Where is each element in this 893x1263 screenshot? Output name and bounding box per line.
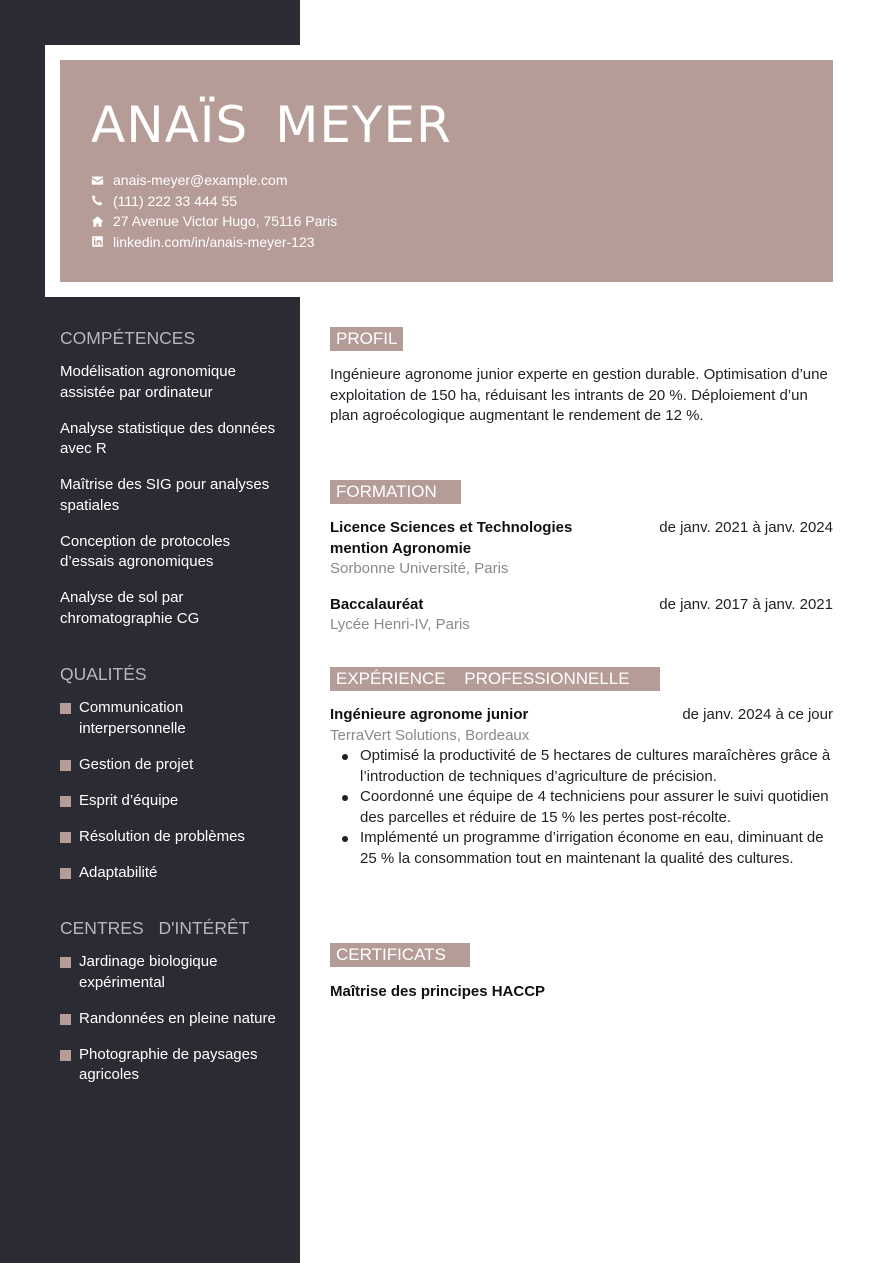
skill-item: Conception de protocoles d’essais agronomiques [60, 532, 231, 570]
envelope-icon [90, 173, 104, 187]
skills-title: COMPÉTENCES [60, 328, 196, 348]
experience-title: EXPÉRIENCE PROFESSIONNELLE [330, 667, 660, 691]
profile-title: PROFIL [330, 327, 403, 351]
education-date: de janv. 2021 à janv. 2024 [659, 519, 833, 536]
contact-list [90, 170, 337, 252]
education-date: de janv. 2017 à janv. 2021 [659, 595, 833, 613]
profile-text: Ingénieure agronome junior experte en gestion durable. Optimisation d’une exploitation de 150 ha, réduisant les intrants de 20 %. Déploiement d’un plan agroécologique augmentant le rendement de 12 %. [330, 366, 828, 424]
skill-item: Maîtrise des SIG pour analyses spatiales [60, 476, 270, 514]
education-title: FORMATION [330, 480, 461, 504]
contact-linkedin-text: linkedin.com/in/anais-meyer-123 [113, 233, 315, 250]
square-bullet-icon [60, 1050, 71, 1061]
job-bullet: Coordonné une équipe de 4 techniciens pour assurer le suivi quotidien des parcelles et réduire de 15 % les pertes post-récolte. [360, 787, 833, 828]
contact-email-text: anais-meyer@example.com [113, 172, 288, 189]
header [60, 60, 833, 282]
job-bullet: Optimisé la productivité de 5 hectares de cultures maraîchères grâce à l’introduction de techniques d’agriculture de précision. [360, 746, 833, 787]
interest-item: Randonnées en pleine nature [60, 1009, 285, 1030]
interest-item: Photographie de paysages agricoles [60, 1045, 285, 1086]
education-degree: Licence Sciences et Technologies mention Agronomie [330, 519, 573, 557]
skill-item: Modélisation agronomique assistée par ordinateur [60, 363, 236, 401]
education-degree: Baccalauréat [330, 595, 424, 613]
job-company: TerraVert Solutions, Bordeaux [330, 726, 530, 744]
quality-item: Gestion de projet [60, 755, 285, 776]
candidate-name: ANAÏS MEYER [91, 96, 452, 154]
qualities-title: QUALITÉS [60, 664, 147, 684]
square-bullet-icon [60, 1014, 71, 1025]
phone-icon [90, 194, 104, 208]
contact-address [90, 211, 337, 232]
certificate-item: Maîtrise des principes HACCP [330, 983, 546, 1000]
certificates-title: CERTIFICATS [330, 943, 470, 967]
square-bullet-icon [60, 957, 71, 968]
contact-phone[interactable] [90, 191, 337, 212]
job-bullets [360, 746, 833, 869]
square-bullet-icon [60, 796, 71, 807]
linkedin-icon [90, 235, 104, 249]
education-entry [330, 595, 833, 636]
education-section [330, 480, 833, 636]
quality-item: Communication interpersonnelle [60, 698, 285, 739]
job-bullet: Implémenté un programme d’irrigation économe en eau, diminuant de 25 % la consommation tout en maintenant la qualité des cultures. [360, 828, 833, 869]
education-school: Lycée Henri-IV, Paris [330, 616, 470, 633]
square-bullet-icon [60, 760, 71, 771]
square-bullet-icon [60, 868, 71, 879]
skill-item: Analyse de sol par chromatographie CG [60, 589, 200, 627]
interest-item: Jardinage biologique expérimental [60, 952, 285, 993]
skill-item: Analyse statistique des données avec R [60, 419, 276, 457]
experience-section [330, 667, 833, 869]
quality-item: Esprit d’équipe [60, 791, 285, 812]
square-bullet-icon [60, 703, 71, 714]
quality-item: Résolution de problèmes [60, 827, 285, 848]
interests-section [60, 918, 285, 1101]
home-icon [90, 214, 104, 228]
education-entry [330, 518, 833, 580]
interests-title: CENTRES D'INTÉRÊT [60, 918, 250, 938]
contact-address-text: 27 Avenue Victor Hugo, 75116 Paris [113, 213, 338, 230]
contact-phone-text: (111) 222 33 444 55 [113, 192, 238, 209]
certificates-section [330, 943, 833, 1003]
qualities-section [60, 664, 285, 899]
profile-section [330, 327, 833, 427]
skills-section [60, 328, 285, 645]
square-bullet-icon [60, 832, 71, 843]
contact-linkedin[interactable] [90, 232, 337, 253]
contact-email[interactable] [90, 170, 337, 191]
education-school: Sorbonne Université, Paris [330, 560, 509, 577]
job-title: Ingénieure agronome junior [330, 706, 529, 723]
job-date: de janv. 2024 à ce jour [682, 706, 833, 723]
quality-item: Adaptabilité [60, 863, 285, 884]
experience-entry [330, 705, 833, 869]
